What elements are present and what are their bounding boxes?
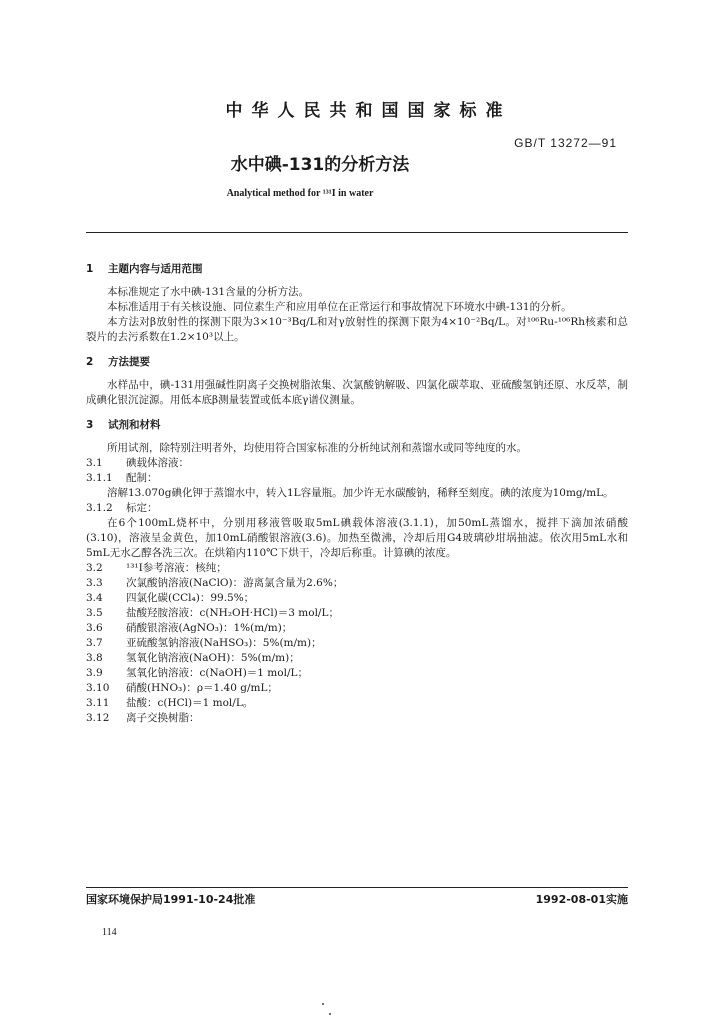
- clause: [86, 471, 628, 486]
- clause: [86, 591, 628, 606]
- clause: [86, 456, 628, 471]
- clause: [86, 576, 628, 591]
- section-number: 2: [86, 356, 94, 368]
- section-heading: [86, 418, 628, 433]
- clause-number: 3.5: [86, 607, 103, 619]
- clause: [86, 636, 628, 651]
- clause-number: 3.9: [86, 667, 103, 679]
- clause: [86, 651, 628, 666]
- clause-number: 3.11: [86, 697, 110, 709]
- paragraph: 所用试剂，除特别注明者外，均使用符合国家标准的分析纯试剂和蒸馏水或同等纯度的水。: [107, 442, 527, 454]
- clause-text: 次氯酸钠溶液(NaClO)：游离氯含量为2.6%；: [126, 577, 344, 589]
- clause-text: 氢氧化钠溶液(NaOH)：5%(m/m)；: [126, 652, 300, 664]
- clause-number: 3.10: [86, 682, 110, 694]
- clause-text: ¹³¹I参考溶液：核纯；: [126, 562, 227, 574]
- scan-speck: [329, 1013, 331, 1015]
- header-divider: [86, 232, 628, 233]
- paragraph: 在6个100mL烧杯中，分别用移液管吸取5mL碘载体溶液(3.1.1)，加50mL蒸馏水，搅拌下滴加浓硝酸(3.10)，溶液呈金黄色，加10mL硝酸银溶液(3.6)。加热至微沸，冷却后用G4玻璃砂坩埚抽滤。依次用5mL水和5mL无水乙醇各洗三次。在烘箱内110℃下烘干，冷却后称重。计算碘的浓度。: [86, 517, 628, 559]
- clause: [86, 711, 628, 726]
- clause-text: 硝酸(HNO₃)：ρ＝1.40 g/mL；: [126, 682, 278, 694]
- section-title: 主题内容与适用范围: [108, 263, 203, 275]
- clause-text: 硝酸银溶液(AgNO₃)：1%(m/m)；: [126, 622, 293, 634]
- footer-divider: [86, 887, 628, 888]
- clause-number: 3.1.1: [86, 472, 113, 484]
- clause-number: 3.7: [86, 637, 103, 649]
- paragraph: 本标准适用于有关核设施、同位素生产和应用单位在正常运行和事故情况下环境水中碘-131的分析。: [107, 301, 572, 313]
- document-title: 水中碘-131的分析方法: [230, 155, 410, 175]
- clause-text: 碘载体溶液：: [126, 457, 189, 469]
- clause: [86, 501, 628, 516]
- paragraph: 本方法对β放射性的探测下限为3×10⁻³Bq/L和对γ放射性的探测下限为4×10⁻²Bq/L。对¹⁰⁶Ru-¹⁰⁶Rh核素和总裂片的去污系数在1.2×10³以上。: [86, 316, 628, 343]
- reagent-list: [86, 561, 628, 726]
- clause-text: 亚硫酸氢钠溶液(NaHSO₃)：5%(m/m)；: [126, 637, 322, 649]
- clause-number: 3.3: [86, 577, 103, 589]
- clause-number: 3.1.2: [86, 502, 113, 514]
- paragraph: 溶解13.070g碘化钾于蒸馏水中，转入1L容量瓶。加少许无水碳酸钠，稀释至刻度。碘的浓度为10mg/mL。: [107, 487, 614, 499]
- page-number: 114: [102, 927, 117, 938]
- clause-text: 盐酸羟胺溶液：c(NH₂OH·HCl)＝3 mol/L；: [126, 607, 339, 619]
- clause-number: 3.6: [86, 622, 103, 634]
- clause: [86, 561, 628, 576]
- clause-text: 标定：: [126, 502, 158, 514]
- clause-text: 盐酸：c(HCl)＝1 mol/L。: [126, 697, 254, 709]
- clause-text: 四氯化碳(CCl₄)：99.5%；: [126, 592, 255, 604]
- section-heading: [86, 262, 628, 277]
- implementation-date: 1992-08-01实施: [535, 893, 628, 906]
- clause-text: 配制：: [126, 472, 158, 484]
- clause-text: 离子交换树脂：: [126, 712, 200, 724]
- section-title: 方法提要: [108, 356, 150, 368]
- clause: [86, 666, 628, 681]
- clause: [86, 696, 628, 711]
- section-number: 1: [86, 263, 94, 275]
- approval-date: 国家环境保护局1991-10-24批准: [86, 893, 256, 906]
- document-subtitle: Analytical method for ¹³¹I in water: [226, 188, 374, 199]
- clause-number: 3.8: [86, 652, 103, 664]
- clause-text: 氢氧化钠溶液：c(NaOH)＝1 mol/L；: [126, 667, 308, 679]
- standard-code: GB/T 13272—91: [514, 136, 617, 150]
- clause-number: 3.12: [86, 712, 110, 724]
- section-title: 试剂和材料: [108, 419, 161, 431]
- clause: [86, 606, 628, 621]
- standard-name: 中华人民共和国国家标准: [225, 101, 512, 121]
- scan-speck: [322, 1003, 324, 1005]
- clause: [86, 621, 628, 636]
- clause-number: 3.2: [86, 562, 103, 574]
- clause: [86, 681, 628, 696]
- clause-number: 3.1: [86, 457, 103, 469]
- clause-number: 3.4: [86, 592, 103, 604]
- section-heading: [86, 355, 628, 370]
- document-body: [86, 262, 628, 726]
- section-number: 3: [86, 419, 94, 431]
- paragraph: 水样品中，碘-131用强碱性阴离子交换树脂浓集、次氯酸钠解吸、四氯化碳萃取、亚硫酸氢钠还原、水反萃，制成碘化银沉淀源。用低本底β测量装置或低本底γ谱仪测量。: [86, 379, 628, 406]
- paragraph: 本标准规定了水中碘-131含量的分析方法。: [107, 286, 310, 298]
